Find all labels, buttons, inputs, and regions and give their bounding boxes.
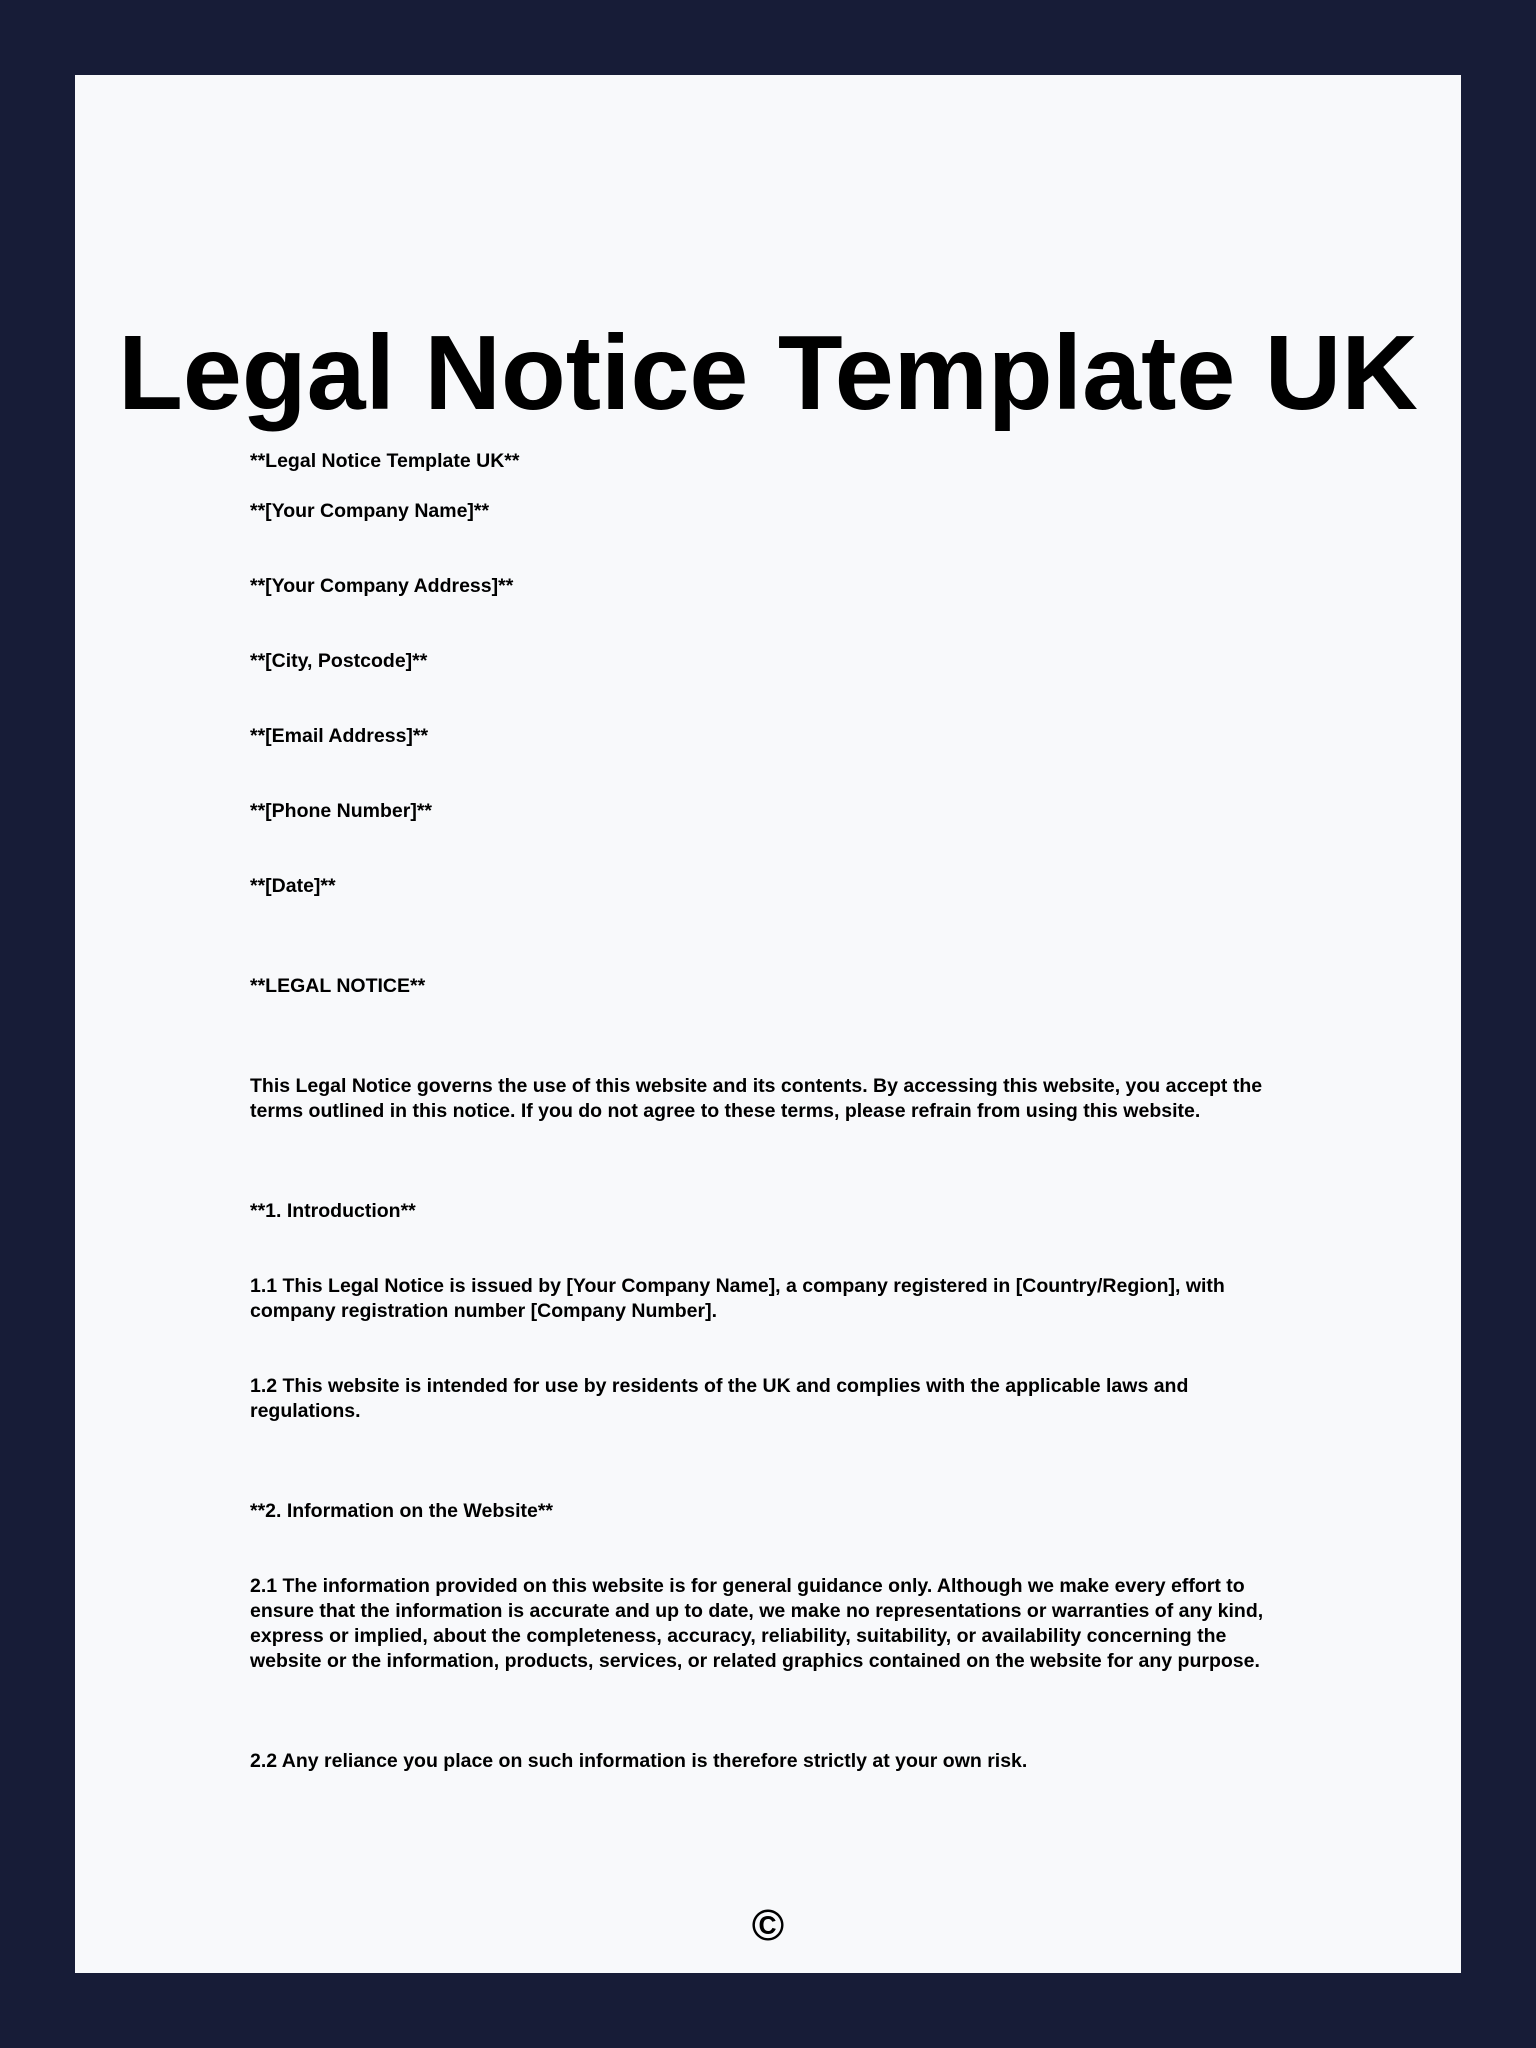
intro-paragraph: This Legal Notice governs the use of this website and its contents. By accessing this website, you accept the terms outlined in this notice. If you do not agree to these terms, please refrain from using this website. bbox=[250, 1075, 1268, 1122]
date-placeholder: **[Date]** bbox=[250, 875, 336, 897]
clause-2-1: 2.1 The information provided on this website is for general guidance only. Although we make every effort to ensure that the information is accurate and up to date, we make no representations or warranties of any kind, express or implied, about the completeness, accuracy, reliability, suitability, or availability concerning the website or the information, products, services, or related graphics contained on the website for any purpose. bbox=[250, 1575, 1269, 1672]
document-title: Legal Notice Template UK bbox=[118, 314, 1418, 432]
city-postcode-placeholder: **[City, Postcode]** bbox=[250, 650, 428, 672]
section-1-heading: **1. Introduction** bbox=[250, 1200, 416, 1222]
clause-2-2: 2.2 Any reliance you place on such information is therefore strictly at your own risk. bbox=[250, 1750, 1028, 1772]
document-page bbox=[75, 75, 1461, 1973]
company-name-placeholder: **[Your Company Name]** bbox=[250, 500, 490, 522]
phone-placeholder: **[Phone Number]** bbox=[250, 800, 433, 822]
email-placeholder: **[Email Address]** bbox=[250, 725, 429, 747]
company-address-placeholder: **[Your Company Address]** bbox=[250, 575, 514, 597]
clause-1-2: 1.2 This website is intended for use by residents of the UK and complies with the applicable laws and regulations. bbox=[250, 1375, 1194, 1422]
legal-notice-heading: **LEGAL NOTICE** bbox=[250, 975, 426, 997]
doc-heading: **Legal Notice Template UK** bbox=[250, 450, 520, 472]
clause-1-1: 1.1 This Legal Notice is issued by [Your Company Name], a company registered in [Country/Region], with company registration number [Company Number]. bbox=[250, 1275, 1231, 1322]
section-2-heading: **2. Information on the Website** bbox=[250, 1500, 554, 1522]
copyright-icon: © bbox=[751, 1901, 785, 1950]
